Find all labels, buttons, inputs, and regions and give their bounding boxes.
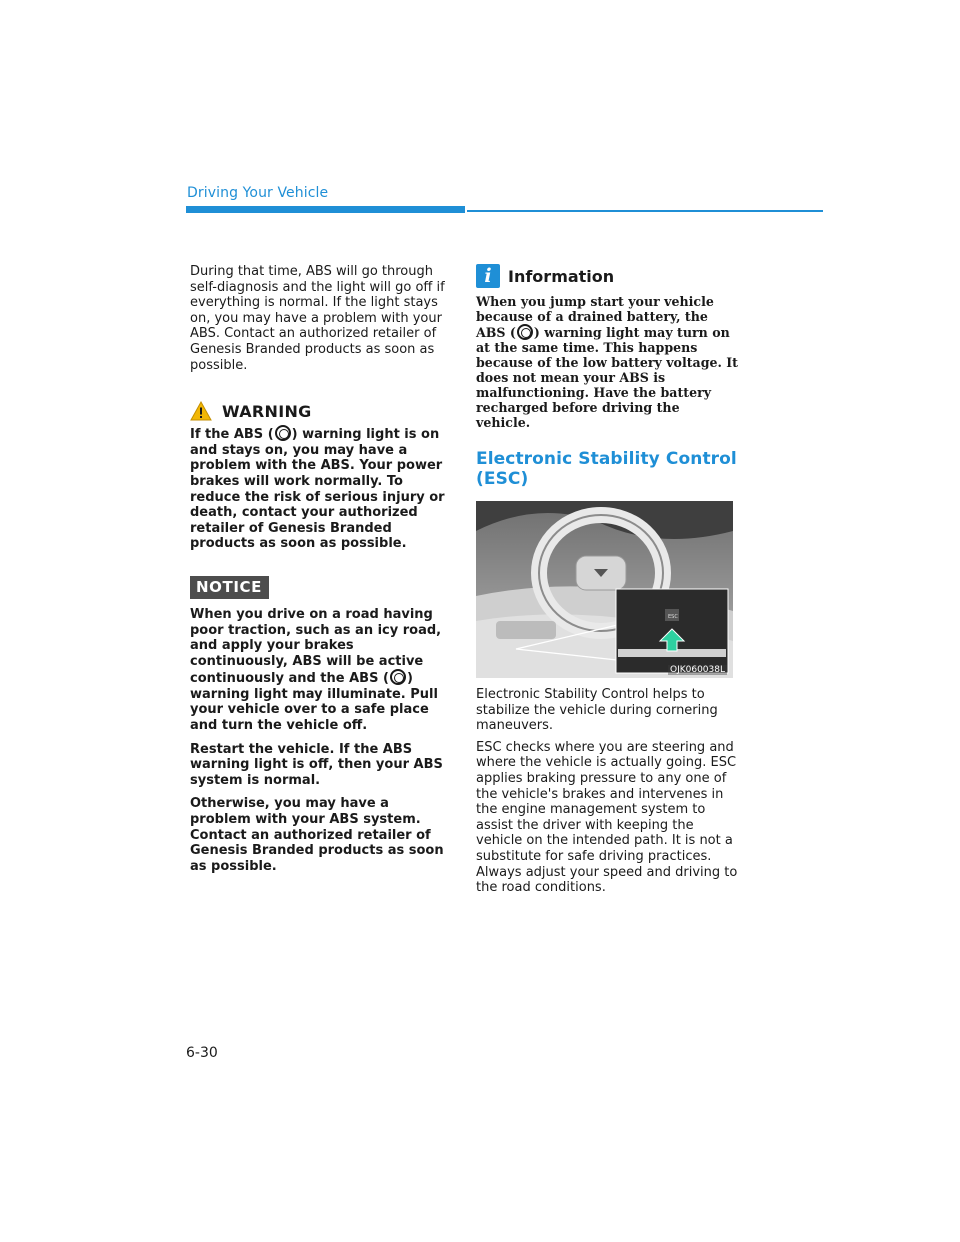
warning-triangle-icon bbox=[190, 401, 212, 421]
esc-paragraph-1: Electronic Stability Control helps to stabilize the vehicle during cornering maneuvers. bbox=[476, 687, 718, 734]
intro-paragraph: During that time, ABS will go through self-diagnosis and the light will go off if everything is normal. If the light stays on, you may have a problem with your ABS. Contact an authorized retailer of Genesis Branded products as soon as possible. bbox=[190, 264, 445, 373]
information-icon: i bbox=[476, 264, 500, 288]
page-number: 6-30 bbox=[186, 1045, 218, 1061]
esc-section-title: Electronic Stability Control (ESC) bbox=[476, 449, 737, 489]
notice-paragraph-2: Restart the vehicle. If the ABS warning light is off, then your ABS system is normal. bbox=[190, 741, 443, 788]
right-column bbox=[476, 264, 738, 896]
notice-paragraph-1: When you drive on a road having poor traction, such as an icy road, and apply your brakes continuously, ABS will be active continuously and the ABS ( ) warning light may illuminate. Pull your vehicle over to a safe place and turn the vehicle off. bbox=[190, 606, 442, 734]
notice-paragraph-3: Otherwise, you may have a problem with your ABS system. Contact an authorized retailer of Genesis Branded products as soon as possible. bbox=[190, 796, 444, 874]
information-heading bbox=[476, 264, 738, 288]
warning-heading bbox=[190, 401, 452, 421]
svg-text:ESC: ESC bbox=[668, 614, 678, 620]
abs-warning-icon bbox=[390, 669, 406, 685]
esc-paragraph-2: ESC checks where you are steering and where the vehicle is actually going. ESC applies braking pressure to any one of the vehicle's brakes and intervenes in the engine management system to assist the driver with keeping the vehicle on the intended path. It is not a substitute for safe driving practices. Always adjust your speed and driving to the road conditions. bbox=[476, 739, 738, 896]
esc-figure bbox=[476, 501, 733, 678]
warning-label: WARNING bbox=[222, 401, 312, 421]
header-rule-thick bbox=[186, 206, 465, 213]
abs-warning-icon bbox=[517, 324, 533, 340]
warning-text: If the ABS ( ) warning light is on and stays on, you may have a problem with the ABS. Your power brakes will work normally. To reduce the risk of serious injury or death, contact your authorized retailer of Genesis Branded products as soon as possible. bbox=[190, 427, 445, 552]
information-text: When you jump start your vehicle because of a drained battery, the ABS ( ) warning light may turn on at the same time. This happens because of the low battery voltage. It does not mean your ABS is malfunctioning. Have the battery recharged before driving the vehicle. bbox=[476, 294, 738, 430]
notice-badge: NOTICE bbox=[190, 576, 269, 599]
abs-warning-icon bbox=[275, 425, 291, 441]
section-header-title: Driving Your Vehicle bbox=[187, 185, 329, 201]
vehicle-interior-illustration bbox=[476, 501, 733, 678]
information-label: Information bbox=[508, 266, 615, 286]
header-rule-thin bbox=[467, 210, 823, 212]
left-column bbox=[190, 264, 452, 882]
figure-code: OJK060038L bbox=[669, 665, 725, 675]
